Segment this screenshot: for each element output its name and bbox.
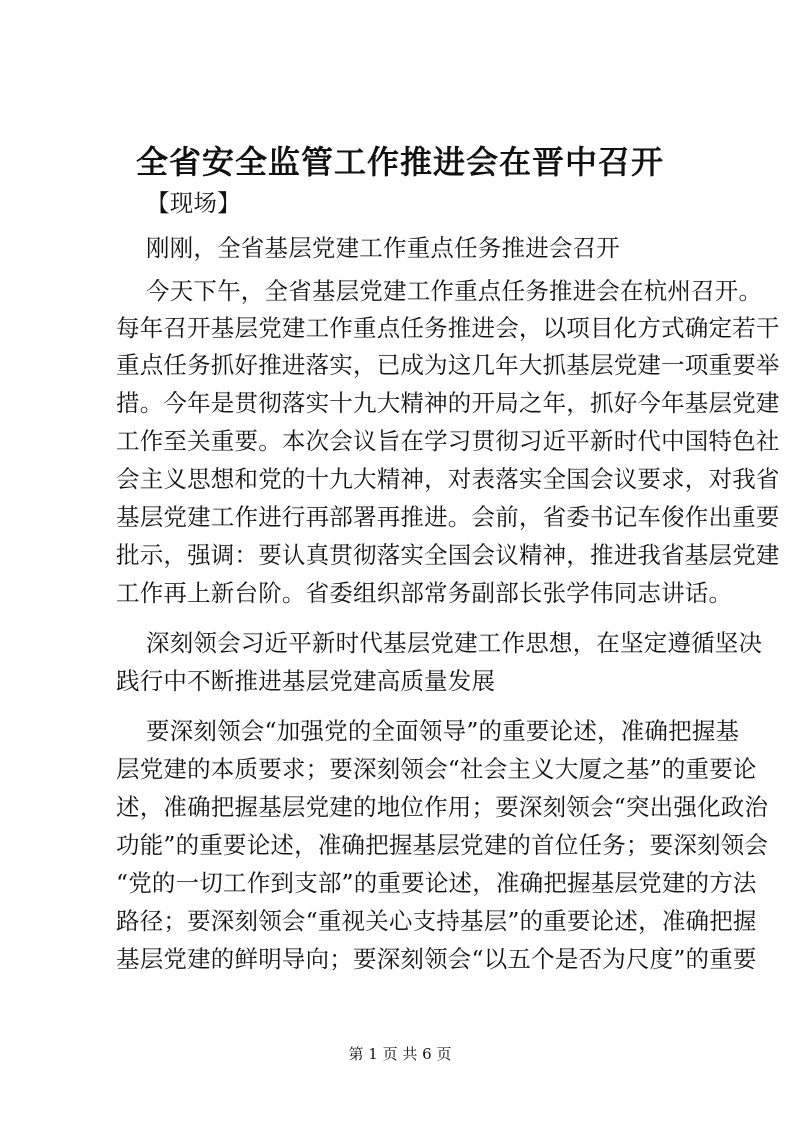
paragraph-line: “党的一切工作到支部”的重要论述，准确把握基层党建的方法 <box>116 869 757 897</box>
document-title: 全省安全监管工作推进会在晋中召开 <box>135 143 664 181</box>
paragraph-line: 要深刻领会“加强党的全面领导”的重要论述，准确把握基 <box>146 717 740 745</box>
paragraph-line: 重点任务抓好推进落实，已成为这几年大抓基层党建一项重要举 <box>116 351 780 379</box>
paragraph-line: 功能”的重要论述，准确把握基层党建的首位任务；要深刻领会 <box>116 831 769 859</box>
paragraph-line: 工作再上新台阶。省委组织部常务副部长张学伟同志讲话。 <box>116 579 733 607</box>
paragraph-line: 基层党建的鲜明导向；要深刻领会“以五个是否为尺度”的重要 <box>116 945 757 973</box>
paragraph-line: 今天下午，全省基层党建工作重点任务推进会在杭州召开。 <box>146 277 763 305</box>
page-number-footer: 第 1 页 共 6 页 <box>348 1045 452 1063</box>
paragraph-line: 每年召开基层党建工作重点任务推进会，以项目化方式确定若干 <box>116 314 780 342</box>
paragraph-line: 会主义思想和党的十九大精神，对表落实全国会议要求，对我省 <box>116 465 780 493</box>
paragraph-line: 层党建的本质要求；要深刻领会“社会主义大厦之基”的重要论 <box>116 755 757 783</box>
paragraph-line: 批示，强调：要认真贯彻落实全国会议精神，推进我省基层党建 <box>116 541 780 569</box>
paragraph-line: 措。今年是贯彻落实十九大精神的开局之年，抓好今年基层党建 <box>116 389 780 417</box>
paragraph-line: 述，准确把握基层党建的地位作用；要深刻领会“突出强化政治 <box>116 793 769 821</box>
paragraph-line: 刚刚，全省基层党建工作重点任务推进会召开 <box>146 234 620 262</box>
paragraph-line: 工作至关重要。本次会议旨在学习贯彻习近平新时代中国特色社 <box>116 427 780 455</box>
paragraph-line: 路径；要深刻领会“重视关心支持基层”的重要论述，准确把握 <box>116 907 757 935</box>
paragraph-line: 基层党建工作进行再部署再推进。会前，省委书记车俊作出重要 <box>116 503 780 531</box>
paragraph-line: 践行中不断推进基层党建高质量发展 <box>116 667 496 695</box>
section-label: 【现场】 <box>146 189 241 217</box>
paragraph-line: 深刻领会习近平新时代基层党建工作思想，在坚定遵循坚决 <box>146 629 763 657</box>
